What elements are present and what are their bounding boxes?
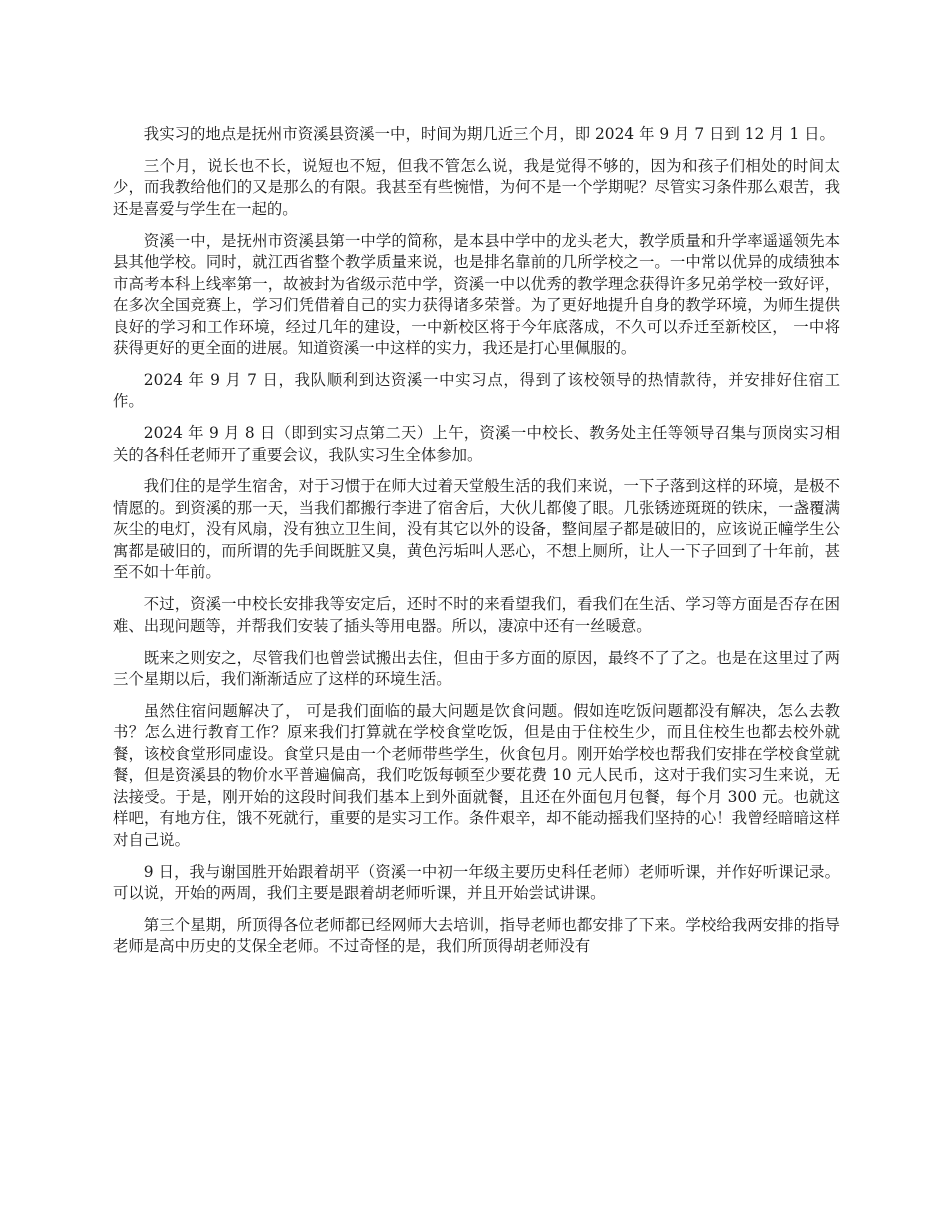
paragraph: 虽然住宿问题解决了， 可是我们面临的最大问题是饮食问题。假如连吃饭问题都没有解决，怎么去教书？怎么进行教育工作？原来我们打算就在学校食堂吃饭，但是由于住校生少，而且住校生也都去校外就餐，该校食堂形同虚设。食堂只是由一个老师带些学生，伙食包月。刚开始学校也帮我们安排在学校食堂就餐，但是资溪县的物价水平普遍偏高，我们吃饭每顿至少要花费 10 元人民币，这对于我们实习生来说，无法接受。于是，刚开始的这段时间我们基本上到外面就餐，且还在外面包月包餐，每个月 300 元。也就这样吧，有地方住，饿不死就行，重要的是实习工作。条件艰辛，却不能动摇我们坚持的心！我曾经暗暗这样对自己说。 [113,701,840,849]
paragraph: 我实习的地点是抚州市资溪县资溪一中，时间为期几近三个月，即 2024 年 9 月 7 日到 12 月 1 日。 [143,125,835,143]
document-body [113,124,840,968]
paragraph: 第三个星期，所顶得各位老师都已经网师大去培训，指导老师也都安排了下来。学校给我两安排的指导老师是高中历史的艾保全老师。不过奇怪的是，我们所顶得胡老师没有 [113,915,840,956]
paragraph: 2024 年 9 月 7 日，我队顺利到达资溪一中实习点，得到了该校领导的热情款待，并安排好住宿工作。 [113,370,840,411]
paragraph: 不过，资溪一中校长安排我等安定后，还时不时的来看望我们，看我们在生活、学习等方面是否存在困难、出现问题等，并帮我们安装了插头等用电器。所以，凄凉中还有一丝暖意。 [113,595,840,635]
paragraph: 资溪一中，是抚州市资溪县第一中学的简称，是本县中学中的龙头老大，教学质量和升学率遥遥领先本县其他学校。同时，就江西省整个教学质量来说，也是排名靠前的几所学校之一。一中常以优异的成绩独本市高考本科上线率第一，故被封为省级示范中学，资溪一中以优秀的教学理念获得许多兄弟学校一致好评，在多次全国竞赛上，学习们凭借着自己的实力获得诸多荣誉。为了更好地提升自身的教学环境，为师生提供良好的学习和工作环境，经过几年的建设，一中新校区将于今年底落成，不久可以乔迁至新校区， 一中将获得更好的更全面的进展。知道资溪一中这样的实力，我还是打心里佩服的。 [113,231,840,358]
paragraph: 我们住的是学生宿舍，对于习惯于在师大过着天堂般生活的我们来说，一下子落到这样的环境，是极不情愿的。到资溪的那一天，当我们都搬行李进了宿舍后，大伙儿都傻了眼。几张锈迹斑斑的铁床，一盏覆满灰尘的电灯，没有风扇，没有独立卫生间，没有其它以外的设备，整间屋子都是破旧的，应该说正幢学生公寓都是破旧的，而所谓的先手间既脏又臭，黄色污垢叫人恶心，不想上厕所，让人一下子回到了十年前，甚至不如十年前。 [113,477,840,582]
paragraph: 2024 年 9 月 8 日（即到实习点第二天）上午，资溪一中校长、教务处主任等领导召集与顶岗实习相关的各科任老师开了重要会议，我队实习生全体参加。 [113,424,840,464]
paragraph: 既来之则安之，尽管我们也曾尝试搬出去住，但由于多方面的原因，最终不了了之。也是在这里过了两三个星期以后，我们渐渐适应了这样的环境生活。 [113,648,840,689]
paragraph: 9 日，我与谢国胜开始跟着胡平（资溪一中初一年级主要历史科任老师）老师听课，并作好听课记录。可以说，开始的两周，我们主要是跟着胡老师听课，并且开始尝试讲课。 [113,862,840,903]
paragraph: 三个月，说长也不长，说短也不短，但我不管怎么说，我是觉得不够的，因为和孩子们相处的时间太少，而我教给他们的又是那么的有限。我甚至有些惋惜，为何不是一个学期呢？尽管实习条件那么艰苦，我还是喜爱与学生在一起的。 [113,156,840,218]
